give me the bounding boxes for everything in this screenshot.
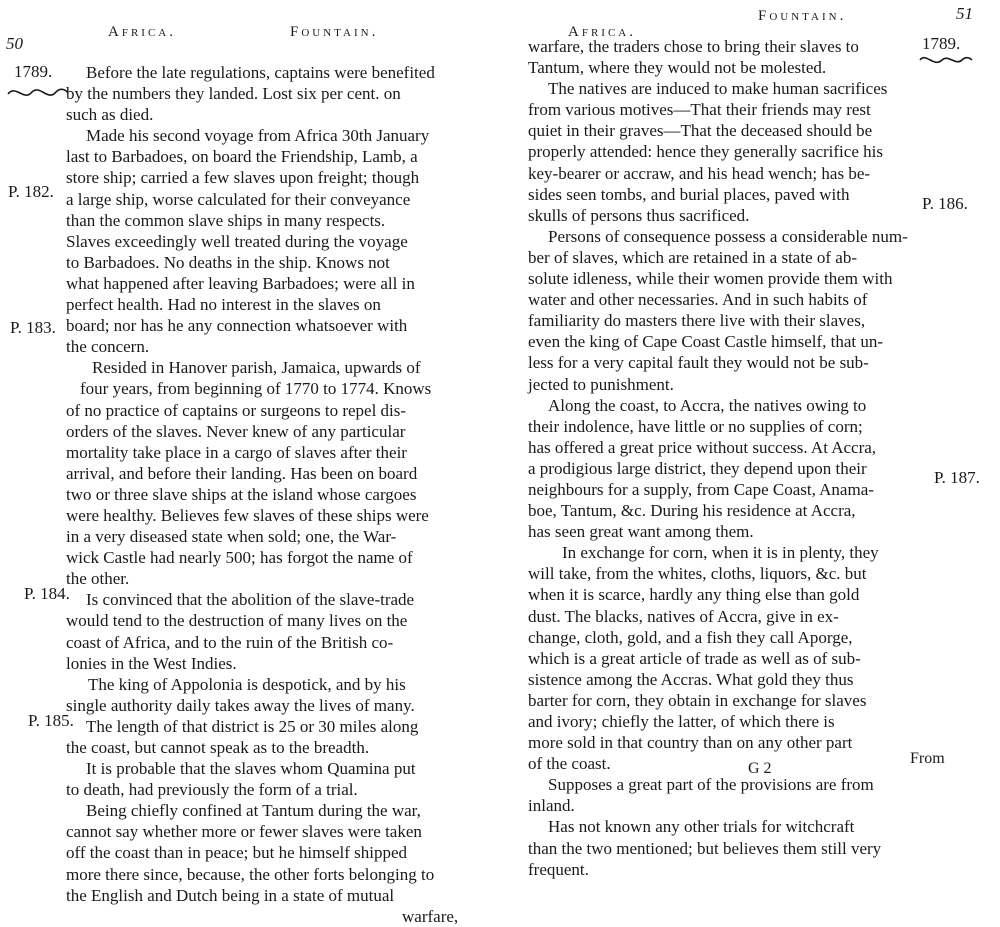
year-marker: 1789. <box>922 34 961 53</box>
text-line: Being chiefly confined at Tantum during the war, <box>86 801 421 821</box>
text-line: water and other necessaries. And in such habits of <box>528 290 868 310</box>
text-line: key-bearer or accraw, and his head wench; has be- <box>528 163 871 183</box>
text-line: properly attended: hence they generally sacrifice his <box>528 142 883 162</box>
margin-ref: P. 183. <box>10 318 56 337</box>
text-line: wick Castle had nearly 500; has forgot the name of <box>66 548 413 568</box>
text-line: a large ship, worse calculated for their conveyance <box>66 189 411 209</box>
text-line: The length of that district is 25 or 30 miles along <box>86 716 419 736</box>
text-line: cannot say whether more or fewer slaves were taken <box>66 822 422 842</box>
text-line: of no practice of captains or surgeons to repel dis- <box>66 400 407 420</box>
text-line: from various motives—That their friends may rest <box>528 100 871 120</box>
text-line: arrival, and before their landing. Has been on board <box>66 463 418 483</box>
flourish-icon <box>918 52 974 68</box>
text-line: were healthy. Believes few slaves of these ships were <box>66 505 429 525</box>
text-line: The natives are induced to make human sacrifices <box>548 79 888 99</box>
page-number: 50 <box>6 34 23 53</box>
text-line: what happened after leaving Barbadoes; were all in <box>66 273 415 293</box>
text-line: their indolence, have little or no supplies of corn; <box>528 416 863 436</box>
text-line: will take, from the whites, cloths, liquors, &c. but <box>528 564 867 584</box>
text-line: orders of the slaves. Never knew of any particular <box>66 421 406 441</box>
text-line: less for a very capital fault they would not be sub- <box>528 353 869 373</box>
page-number: 51 <box>956 4 973 23</box>
text-line: boe, Tantum, &c. During his residence at Accra, <box>528 501 856 521</box>
year-marker: 1789. <box>14 62 53 81</box>
text-line: change, cloth, gold, and a fish they call Aporge, <box>528 627 853 647</box>
text-line: coast of Africa, and to the ruin of the British co- <box>66 632 394 652</box>
margin-ref: P. 187. <box>934 468 980 487</box>
catchword: From <box>910 750 945 767</box>
text-line: neighbours for a supply, from Cape Coast, Anama- <box>528 479 874 499</box>
text-line: board; nor has he any connection whatsoever with <box>66 316 408 336</box>
text-line: perfect health. Had no interest in the slaves on <box>66 295 381 315</box>
running-head-left: Africa. <box>108 24 176 40</box>
text-line: Made his second voyage from Africa 30th January <box>86 126 430 146</box>
text-line: frequent. <box>528 859 589 879</box>
text-line: inland. <box>528 796 575 816</box>
text-line: a prodigious large district, they depend upon their <box>528 458 867 478</box>
text-line: by the numbers they landed. Lost six per cent. on <box>66 84 401 104</box>
text-line: the English and Dutch being in a state of mutual <box>66 885 395 905</box>
text-line: to death, had previously the form of a trial. <box>66 780 358 800</box>
text-line: last to Barbadoes, on board the Friendship, Lamb, a <box>66 147 418 167</box>
margin-ref: P. 185. <box>28 711 74 730</box>
margin-ref: P. 186. <box>922 194 968 213</box>
right-text-block <box>528 36 908 880</box>
text-line: off the coast than in peace; but he himself shipped <box>66 843 408 863</box>
text-line: warfare, the traders chose to bring their slaves to <box>528 37 859 56</box>
text-line: warfare, <box>402 906 459 926</box>
text-line: jected to punishment. <box>528 374 674 394</box>
text-line: when it is scarce, hardly any thing else than gold <box>528 585 860 605</box>
running-head-right: Fountain. <box>290 24 379 40</box>
text-line: sistence among the Accras. What gold they thus <box>528 669 854 689</box>
text-line: four years, from beginning of 1770 to 1774. Knows <box>80 379 432 399</box>
text-line: ber of slaves, which are retained in a state of ab- <box>528 247 857 267</box>
text-line: more sold in that country than on any other part <box>528 733 853 753</box>
text-line: has seen great want among them. <box>528 522 754 542</box>
text-line: In exchange for corn, when it is in plenty, they <box>562 543 879 563</box>
text-line: single authority daily takes away the lives of many. <box>66 695 415 715</box>
text-line: than the common slave ships in many respects. <box>66 210 386 230</box>
text-line: lonies in the West Indies. <box>66 653 237 673</box>
text-line: The king of Appolonia is despotick, and by his <box>88 674 406 694</box>
left-page <box>0 0 500 926</box>
text-line: Slaves exceedingly well treated during the voyage <box>66 231 408 251</box>
text-line: skulls of persons thus sacrificed. <box>528 205 750 225</box>
right-page <box>500 0 1000 879</box>
text-line: and ivory; chiefly the latter, of which there is <box>528 712 835 731</box>
text-line: which is a great article of trade as well as of sub- <box>528 648 861 668</box>
text-line: store ship; carried a few slaves upon freight; though <box>66 168 420 188</box>
text-line: Is convinced that the abolition of the slave-trade <box>86 590 415 610</box>
margin-ref: P. 182. <box>8 182 54 201</box>
text-line: two or three slave ships at the island whose cargoes <box>66 484 417 504</box>
text-line: the coast, but cannot speak as to the breadth. <box>66 738 370 757</box>
text-line: dust. The blacks, natives of Accra, give in ex- <box>528 606 839 626</box>
text-line: Resided in Hanover parish, Jamaica, upwards of <box>92 358 421 378</box>
text-line: Has not known any other trials for witchcraft <box>548 817 855 837</box>
text-line: such as died. <box>66 105 154 125</box>
text-line: the other. <box>66 569 130 589</box>
text-line: quiet in their graves—That the deceased should be <box>528 121 873 141</box>
text-line: Supposes a great part of the provisions are from <box>548 775 874 795</box>
text-line: would tend to the destruction of many lives on the <box>66 611 408 631</box>
text-line: than the two mentioned; but believes them still very <box>528 838 882 858</box>
text-line: familiarity do masters there live with their slaves, <box>528 311 866 331</box>
text-line: barter for corn, they obtain in exchange for slaves <box>528 690 867 710</box>
text-line: It is probable that the slaves whom Quamina put <box>86 759 416 779</box>
margin-ref: P. 184. <box>24 584 70 603</box>
text-line: to Barbadoes. No deaths in the ship. Knows not <box>66 252 390 272</box>
text-line: more there since, because, the other forts belonging to <box>66 864 435 884</box>
text-line: Tantum, where they would not be molested. <box>528 58 827 78</box>
flourish-icon <box>6 84 70 102</box>
text-line: Along the coast, to Accra, the natives owing to <box>548 395 867 415</box>
text-line: solute idleness, while their women provide them with <box>528 269 893 289</box>
running-head-left: Africa. <box>568 24 636 40</box>
text-line: sides seen tombs, and burial places, paved with <box>528 184 850 204</box>
text-line: even the king of Cape Coast Castle himself, that un- <box>528 332 884 352</box>
text-line: the concern. <box>66 337 150 357</box>
text-line: of the coast. <box>528 754 611 774</box>
text-line: has offered a great price without success. At Accra, <box>528 437 877 457</box>
left-text-block <box>66 62 458 927</box>
text-line: mortality take place in a cargo of slaves after their <box>66 442 407 462</box>
text-line: Before the late regulations, captains were benefited <box>86 63 435 82</box>
text-line: Persons of consequence possess a considerable num- <box>548 226 908 246</box>
running-head-right: Fountain. <box>758 8 847 24</box>
signature-mark: G 2 <box>748 760 772 777</box>
text-line: in a very diseased state when sold; one, the War- <box>66 527 397 547</box>
